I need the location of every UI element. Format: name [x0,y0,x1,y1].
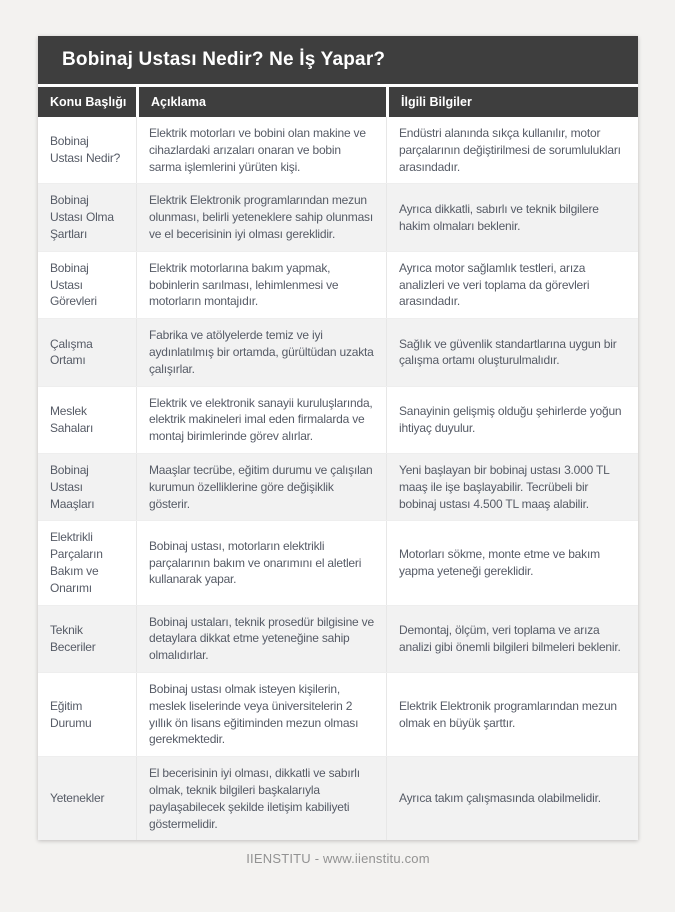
table-row [38,520,638,604]
cell-topic: Bobinaj Ustası Maaşları [50,462,95,511]
footer [38,851,638,866]
cell-description: Elektrik Elektronik programlarından mezun olunması, belirli yeteneklere sahip olunması ve el becerisinin iyi olması gereklidir. [136,184,386,250]
info-table-card [38,36,638,840]
cell-related-info: Sanayinin gelişmiş olduğu şehirlerde yoğun ihtiyaç duyulur. [386,387,638,453]
cell-related-info: Ayrıca dikkatli, sabırlı ve teknik bilgilere hakim olmaları beklenir. [386,184,638,250]
cell-related-info: Motorları sökme, monte etme ve bakım yapma yeteneği gereklidir. [386,521,638,604]
cell-topic: Bobinaj Ustası Görevleri [50,260,97,309]
cell-description: Fabrika ve atölyelerde temiz ve iyi aydınlatılmış bir ortamda, gürültüdan uzakta çalışırlar. [136,319,386,385]
cell-topic: Eğitim Durumu [50,698,92,730]
cell-topic: Meslek Sahaları [50,403,94,435]
cell-related-info: Yeni başlayan bir bobinaj ustası 3.000 TL maaş ile işe başlayabilir. Tecrübeli bir bobinaj ustası 4.500 TL maaş alabilir. [386,454,638,520]
cell-related-info: Ayrıca takım çalışmasında olabilmelidir. [386,757,638,840]
cell-related-info: Demontaj, ölçüm, veri toplama ve arıza analizi gibi önemli bilgileri bilmeleri beklenir. [386,606,638,672]
cell-description: Bobinaj ustası olmak isteyen kişilerin, meslek liselerinde veya üniversitelerin 2 yıllık ön lisans eğitiminden mezun olması gerekmektedir. [136,673,386,756]
cell-description: Elektrik ve elektronik sanayii kuruluşlarında, elektrik makineleri imal eden firmalarda ve montaj birimlerinde görev alırlar. [136,387,386,453]
cell-topic: Bobinaj Ustası Nedir? [50,134,121,166]
table-row [38,318,638,385]
cell-description: Bobinaj ustası, motorların elektrikli parçalarının bakım ve onarımını el aletleri kullanarak yapar. [136,521,386,604]
cell-related-info: Sağlık ve güvenlik standartlarına uygun bir çalışma ortamı oluşturulmalıdır. [386,319,638,385]
cell-topic: Elektrikli Parçaların Bakım ve Onarımı [50,530,103,595]
cell-description: Maaşlar tecrübe, eğitim durumu ve çalışılan kurumun özelliklerine göre değişiklik gösterir. [136,454,386,520]
cell-topic: Çalışma Ortamı [50,336,93,368]
column-header-topic: Konu Başlığı [38,87,136,117]
table-title-bar [38,36,638,84]
column-header-description: Açıklama [136,87,386,117]
table-header-row [38,87,638,117]
table-row [38,386,638,453]
page-title: Bobinaj Ustası Nedir? Ne İş Yapar? [62,49,386,70]
table-row [38,672,638,756]
table-row [38,605,638,672]
cell-description: Bobinaj ustaları, teknik prosedür bilgisine ve detaylara dikkat etme yeteneğine sahip olmalıdırlar. [136,606,386,672]
table-row [38,117,638,183]
table-row [38,251,638,318]
cell-topic: Teknik Beceriler [50,622,96,654]
table-row [38,453,638,520]
footer-credit: IIENSTITU - www.iienstitu.com [246,851,430,867]
cell-description: El becerisinin iyi olması, dikkatli ve sabırlı olmak, teknik bilgileri başkalarıyla paylaşabilecek şekilde iletişim kabiliyeti göstermelidir. [136,757,386,840]
table-row [38,756,638,840]
column-header-related-info: İlgili Bilgiler [386,87,638,117]
table-row [38,183,638,250]
cell-related-info: Endüstri alanında sıkça kullanılır, motor parçalarının değiştirilmesi de sorumlulukları arasındadır. [386,117,638,183]
cell-related-info: Elektrik Elektronik programlarından mezun olmak en büyük şarttır. [386,673,638,756]
cell-description: Elektrik motorlarına bakım yapmak, bobinlerin sarılması, lehimlenmesi ve motorların montajıdır. [136,252,386,318]
cell-description: Elektrik motorları ve bobini olan makine ve cihazlardaki arızaları onaran ve bobin sarma işlemlerini yürüten kişi. [136,117,386,183]
cell-topic: Yetenekler [50,791,105,806]
cell-related-info: Ayrıca motor sağlamlık testleri, arıza analizleri ve veri toplama da görevleri arasındadır. [386,252,638,318]
table-body [38,117,638,840]
cell-topic: Bobinaj Ustası Olma Şartları [50,193,114,241]
